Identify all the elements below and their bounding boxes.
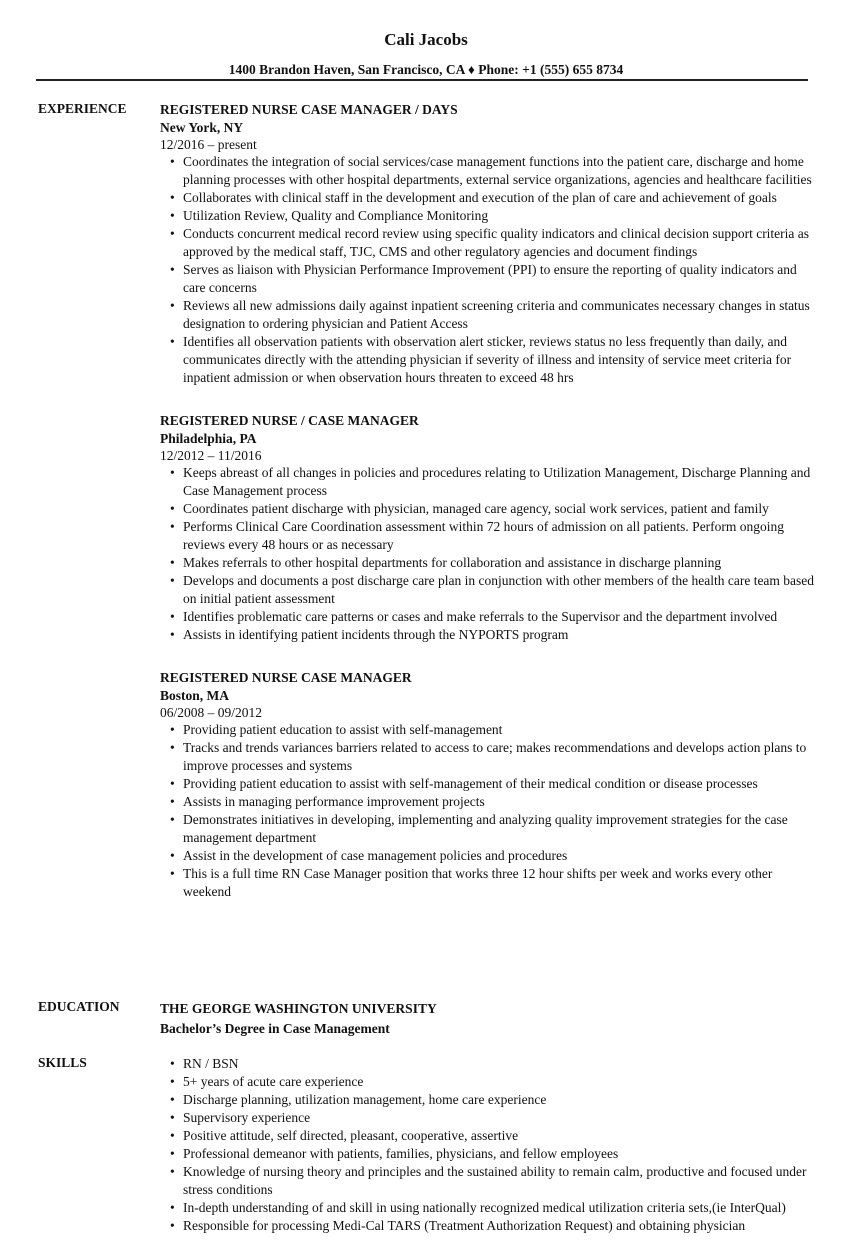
contact-line: 1400 Brandon Haven, San Francisco, CA ♦ Phone: +1 (555) 655 8734 [228, 62, 624, 77]
job-bullet: • Conducts concurrent medical record review using specific quality indicators and clinical decision support criteria as approved by the medical staff, TJC, CMS and other regulatory agencies and document findings [160, 225, 820, 261]
experience-list [160, 101, 820, 901]
header-divider [36, 79, 808, 81]
skill-item: • In-depth understanding of and skill in using nationally recognized medical utilization criteria sets,(ie InterQual) [160, 1199, 820, 1217]
job-bullets [160, 721, 820, 901]
job-bullet: • Coordinates patient discharge with physician, managed care agency, social work services, patient and family [160, 500, 820, 518]
job-location: New York, NY [160, 120, 244, 135]
job-bullets [160, 464, 820, 644]
school-name: THE GEORGE WASHINGTON UNIVERSITY [160, 1001, 437, 1016]
job-bullet: • Coordinates the integration of social services/case management functions into the patient care, discharge and home planning processes with other hospital departments, external service organizations, agencies and healthcare facilities [160, 153, 820, 189]
job-entry [160, 412, 820, 644]
skill-item: • Professional demeanor with patients, families, physicians, and fellow employees [160, 1145, 820, 1163]
job-bullet: • Assists in identifying patient incidents through the NYPORTS program [160, 626, 820, 644]
section-label-skills: SKILLS [38, 1055, 87, 1070]
job-title: REGISTERED NURSE / CASE MANAGER [160, 413, 419, 428]
job-entry [160, 669, 820, 901]
degree-name: Bachelor’s Degree in Case Management [160, 1021, 390, 1036]
job-bullet: • Collaborates with clinical staff in the development and execution of the plan of care and achievement of goals [160, 189, 820, 207]
skill-item: • Responsible for processing Medi-Cal TARS (Treatment Authorization Request) and obtaining physician [160, 1217, 820, 1235]
skill-item: • Knowledge of nursing theory and principles and the sustained ability to remain calm, productive and focused under stress conditions [160, 1163, 820, 1199]
job-bullet: • Makes referrals to other hospital departments for collaboration and assistance in discharge planning [160, 554, 820, 572]
job-bullet: • Develops and documents a post discharge care plan in conjunction with other members of the health care team based on initial patient assessment [160, 572, 820, 608]
education-section [160, 999, 820, 1039]
job-bullet: • Demonstrates initiatives in developing, implementing and analyzing quality improvement strategies for the case management department [160, 811, 820, 847]
job-bullet: • Keeps abreast of all changes in policies and procedures relating to Utilization Management, Discharge Planning and Case Management process [160, 464, 820, 500]
job-location: Philadelphia, PA [160, 431, 257, 446]
section-label-experience: EXPERIENCE [38, 101, 127, 116]
job-bullet: • Performs Clinical Care Coordination assessment within 72 hours of admission on all patients. Perform ongoing reviews every 48 hours or as necessary [160, 518, 820, 554]
job-dates: 06/2008 – 09/2012 [160, 705, 263, 720]
job-title: REGISTERED NURSE CASE MANAGER / DAYS [160, 102, 458, 117]
experience-section [160, 101, 820, 926]
job-bullet: • Utilization Review, Quality and Compliance Monitoring [160, 207, 820, 225]
skills-list [160, 1055, 820, 1235]
job-bullet: • Tracks and trends variances barriers related to access to care; makes recommendations and develops action plans to improve processes and systems [160, 739, 820, 775]
skills-section [160, 1055, 820, 1235]
skill-item: • Supervisory experience [160, 1109, 820, 1127]
skill-item: • Discharge planning, utilization management, home care experience [160, 1091, 820, 1109]
job-location: Boston, MA [160, 688, 230, 703]
skill-item: • 5+ years of acute care experience [160, 1073, 820, 1091]
job-bullet: • Identifies problematic care patterns or cases and make referrals to the Supervisor and the department involved [160, 608, 820, 626]
job-dates: 12/2012 – 11/2016 [160, 448, 262, 463]
job-bullet: • Serves as liaison with Physician Performance Improvement (PPI) to ensure the reporting of quality indicators and care concerns [160, 261, 820, 297]
job-bullet: • Assists in managing performance improvement projects [160, 793, 820, 811]
job-bullet: • Providing patient education to assist with self-management [160, 721, 820, 739]
section-label-education: EDUCATION [38, 999, 120, 1014]
job-bullets [160, 153, 820, 387]
job-bullet: • This is a full time RN Case Manager position that works three 12 hour shifts per week and works every other weekend [160, 865, 820, 901]
job-bullet: • Assist in the development of case management policies and procedures [160, 847, 820, 865]
job-bullet: • Reviews all new admissions daily against inpatient screening criteria and communicates necessary changes in status designation to ordering physician and Patient Access [160, 297, 820, 333]
job-bullet: • Providing patient education to assist with self-management of their medical condition or disease processes [160, 775, 820, 793]
candidate-name: Cali Jacobs [384, 30, 468, 49]
skill-item: • Positive attitude, self directed, pleasant, cooperative, assertive [160, 1127, 820, 1145]
job-bullet: • Identifies all observation patients with observation alert sticker, reviews status no less frequently than daily, and communicates directly with the attending physician if severity of illness and intensity of service meet criteria for inpatient admission or when observation hours threaten to exceed 48 hrs [160, 333, 820, 387]
job-dates: 12/2016 – present [160, 137, 257, 152]
job-title: REGISTERED NURSE CASE MANAGER [160, 670, 412, 685]
job-entry [160, 101, 820, 387]
skill-item: • RN / BSN [160, 1055, 820, 1073]
